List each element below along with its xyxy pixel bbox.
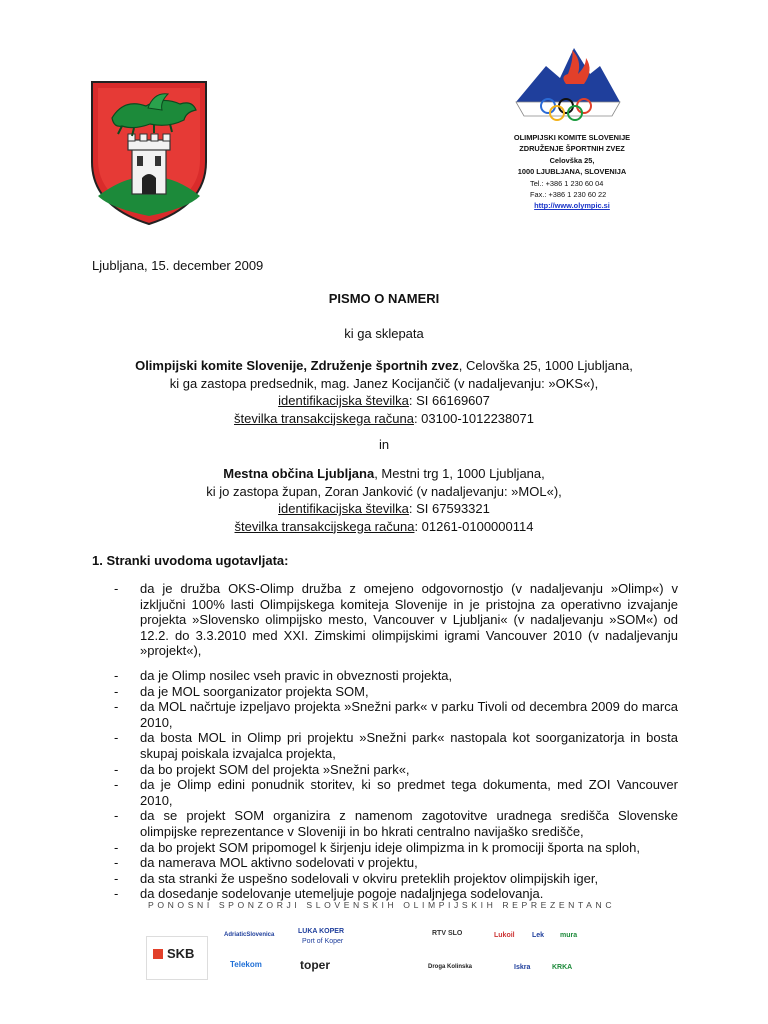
org-name-line1: OLIMPIJSKI KOMITE SLOVENIJE <box>513 133 631 142</box>
org-tel: Tel.: +386 1 230 60 04 <box>530 178 604 188</box>
list-item: - da dosedanje sodelovanje utemeljuje pogoje nadaljnjega sodelovanja. <box>114 886 678 902</box>
sponsor-iskra: Iskra <box>514 964 531 971</box>
sponsor-lukoil: Lukoil <box>494 932 515 939</box>
party2-id-value: : SI 67593321 <box>408 501 490 516</box>
party1-acct-label: številka transakcijskega računa <box>234 410 414 426</box>
oks-olympic-logo <box>512 44 624 130</box>
sponsor-mura: mura <box>560 932 578 939</box>
ljubljana-crest-logo <box>88 78 210 228</box>
sponsors-strip <box>142 922 624 984</box>
skb-mark-icon <box>153 949 163 959</box>
party1-id-label: identifikacijska številka <box>278 393 409 408</box>
party1-name: Olimpijski komite Slovenije, Združenje športnih zvez <box>135 358 459 373</box>
list-item: - da namerava MOL aktivno sodelovati v projektu, <box>114 855 678 871</box>
party2-address: , Mestni trg 1, 1000 Ljubljana, <box>374 466 545 481</box>
list-item: - da je Olimp edini ponudnik storitev, ki so predmet tega dokumenta, med ZOI Vancouver 2010, <box>114 777 678 808</box>
list-item: - da bo projekt SOM pripomogel k širjenju ideje olimpizma in k promociji športa na sploh, <box>114 840 678 856</box>
findings-list <box>114 581 678 902</box>
sponsor-adriatic: AdriaticSlovenica <box>224 932 275 938</box>
party1-block <box>0 357 768 427</box>
party2-id-label: identifikacijska številka <box>278 501 409 516</box>
sponsor-toper: toper <box>300 958 330 972</box>
sponsors-title: PONOSNI SPONZORJI SLOVENSKIH OLIMPIJSKIH REPREZENTANC <box>148 900 616 910</box>
org-website-link[interactable]: http://www.olympic.si <box>534 201 610 211</box>
list-item: - da je Olimp nosilec vseh pravic in obveznosti projekta, <box>114 668 678 684</box>
sponsor-luka-koper: LUKA KOPER <box>298 928 345 935</box>
list-item: - da sta stranki že uspešno sodelovali v okviru preteklih projektov olimpijskih iger, <box>114 871 678 887</box>
sponsor-lek: Lek <box>532 932 545 939</box>
party1-address: , Celovška 25, 1000 Ljubljana, <box>458 358 633 373</box>
sponsor-krka: KRKA <box>552 964 573 971</box>
party2-rep: ki jo zastopa župan, Zoran Janković (v nadaljevanju: »MOL«), <box>206 483 562 499</box>
org-fax: Fax.: +386 1 230 60 22 <box>530 190 607 200</box>
org-city: 1000 LJUBLJANA, SLOVENIJA <box>517 167 627 177</box>
party1-acct-value: : 03100-1012238071 <box>413 410 534 426</box>
party1-rep: ki ga zastopa predsednik, mag. Janez Kocijančič (v nadaljevanju: »OKS«), <box>169 375 599 391</box>
list-item: - da je družba OKS-Olimp družba z omejeno odgovornostjo (v nadaljevanju »Olimp«) v izključni 100% lasti Olimpijskega komiteja Slovenije in je pristojna za operativno izvajanje projekta »Slovensko olimpijsko mesto, Vancouver v Ljubljani« (v nadaljevanju »SOM«) od 12.2. do 3.3.2010 med XXI. Zimskimi olimpijskimi igrami Vancouver 2010 (v nadaljevanju »projekt«), <box>114 581 678 659</box>
party2-acct-value: : 01261-0100000114 <box>414 518 534 534</box>
sponsor-port-of-koper: Port of Koper <box>302 938 344 945</box>
org-name-line2: ZDRUŽENJE ŠPORTNIH ZVEZ <box>519 144 625 154</box>
letter-subtitle: ki ga sklepata <box>344 326 424 341</box>
list-item: - da je MOL soorganizator projekta SOM, <box>114 684 678 700</box>
sponsor-droga: Droga Kolinska <box>428 964 473 970</box>
party2-name: Mestna občina Ljubljana <box>223 466 375 481</box>
list-item: - da se projekt SOM organizira z namenom zagotovitve uradnega središča Slovenske olimpijske reprezentance v Sloveniji in bo hkrati centralno navijaško središče, <box>114 808 678 839</box>
oks-contact-block <box>502 132 642 212</box>
party2-acct-label: številka transakcijskega računa <box>234 518 415 534</box>
sponsor-rtv-slo: RTV SLO <box>432 930 463 937</box>
letter-date: Ljubljana, 15. december 2009 <box>92 258 264 273</box>
party1-id-value: : SI 66169607 <box>408 393 490 408</box>
org-street: Celovška 25, <box>549 155 595 165</box>
list-item: - da MOL načrtuje izpeljavo projekta »Snežni park« v parku Tivoli od decembra 2009 do marca 2010, <box>114 699 678 730</box>
sponsor-telekom: Telekom <box>230 960 262 969</box>
section-1-heading: 1. Stranki uvodoma ugotavljata: <box>92 553 289 568</box>
list-item: - da bo projekt SOM del projekta »Snežni park«, <box>114 762 678 778</box>
letter-title: PISMO O NAMERI <box>328 291 440 306</box>
list-item: - da bosta MOL in Olimp pri projektu »Snežni park« nastopala kot soorganizatorja in bosta skupaj poiskala izvajalca projekta, <box>114 730 678 761</box>
sponsor-skb-box <box>146 936 208 980</box>
party2-block <box>0 465 768 535</box>
and-connector: in <box>378 437 390 452</box>
sponsor-skb: SKB <box>167 946 195 961</box>
